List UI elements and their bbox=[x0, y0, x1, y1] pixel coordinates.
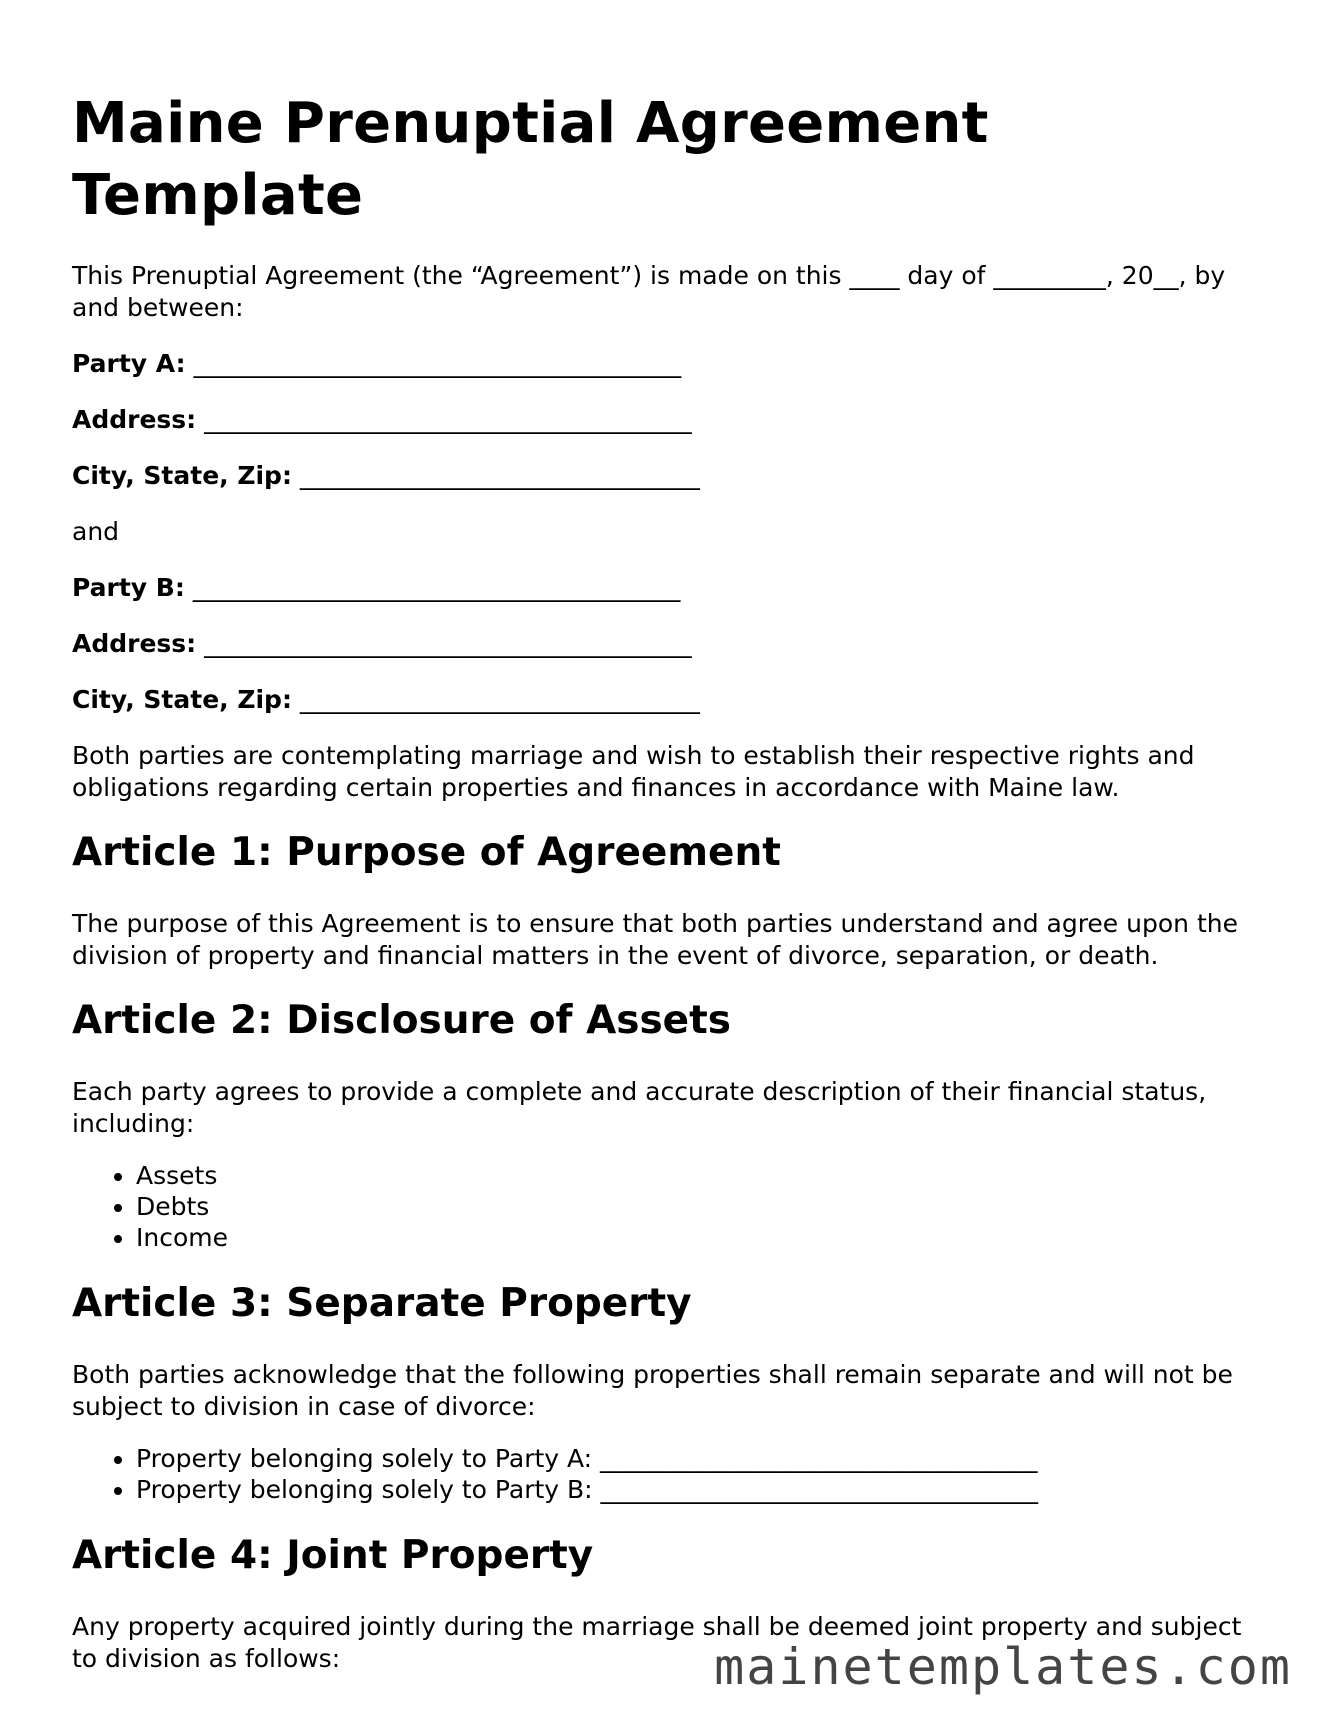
party-a-name-field bbox=[72, 348, 1262, 380]
and-text: and bbox=[72, 517, 120, 546]
article-2-heading: Article 2: Disclosure of Assets bbox=[72, 998, 731, 1043]
party-a-city-label: City, State, Zip: bbox=[72, 461, 292, 490]
party-a-address-field bbox=[72, 404, 1262, 436]
article-3-body: Both parties acknowledge that the following properties shall remain separate and will not be subject to division in case of divorce: bbox=[72, 1360, 1233, 1421]
party-b-name-field bbox=[72, 572, 1262, 604]
party-b-city-field bbox=[72, 684, 1262, 716]
document-title: Maine Prenuptial Agreement Template bbox=[72, 91, 989, 228]
party-b-name-label: Party B: bbox=[72, 573, 185, 602]
document-page bbox=[72, 88, 1262, 1699]
party-b-address-label: Address: bbox=[72, 629, 197, 658]
party-a-address-label: Address: bbox=[72, 405, 197, 434]
article-4-heading: Article 4: Joint Property bbox=[72, 1533, 594, 1578]
list-item: • Property belonging solely to Party B: ___________________________________ bbox=[136, 1474, 1262, 1505]
article-4-body: Any property acquired jointly during the marriage shall be deemed joint property and subject to division as follows: bbox=[72, 1612, 1242, 1673]
party-b-address-field bbox=[72, 628, 1262, 660]
contemplation-paragraph: Both parties are contemplating marriage and wish to establish their respective rights and obligations regarding certain properties and finances in accordance with Maine law. bbox=[72, 741, 1195, 802]
party-b-name-blank: _______________________________________ bbox=[192, 573, 681, 602]
article-1-heading: Article 1: Purpose of Agreement bbox=[72, 830, 781, 875]
party-a-address-blank: _______________________________________ bbox=[204, 405, 692, 434]
party-a-name-label: Party A: bbox=[72, 349, 186, 378]
list-item: • Debts bbox=[136, 1191, 1262, 1222]
list-item: • Assets bbox=[136, 1160, 1262, 1191]
list-item: • Property belonging solely to Party A: ___________________________________ bbox=[136, 1443, 1262, 1474]
party-a-name-blank: _______________________________________ bbox=[193, 349, 682, 378]
party-b-address-blank: _______________________________________ bbox=[204, 629, 692, 658]
intro-paragraph: This Prenuptial Agreement (the “Agreement”) is made on this ____ day of _________, 20__, by and between: bbox=[72, 261, 1226, 322]
party-a-city-blank: ________________________________ bbox=[299, 461, 700, 490]
list-item: • Income bbox=[136, 1222, 1262, 1253]
article-1-body: The purpose of this Agreement is to ensure that both parties understand and agree upon the division of property and financial matters in the event of divorce, separation, or death. bbox=[72, 909, 1238, 970]
article-2-list bbox=[72, 1160, 1262, 1253]
article-3-heading: Article 3: Separate Property bbox=[72, 1281, 692, 1326]
watermark-text: mainetemplates.com bbox=[714, 1638, 1292, 1696]
party-a-city-field bbox=[72, 460, 1262, 492]
article-2-body: Each party agrees to provide a complete and accurate description of their financial status, including: bbox=[72, 1077, 1207, 1138]
party-b-city-label: City, State, Zip: bbox=[72, 685, 292, 714]
article-3-list bbox=[72, 1443, 1262, 1505]
party-b-city-blank: ________________________________ bbox=[299, 685, 700, 714]
